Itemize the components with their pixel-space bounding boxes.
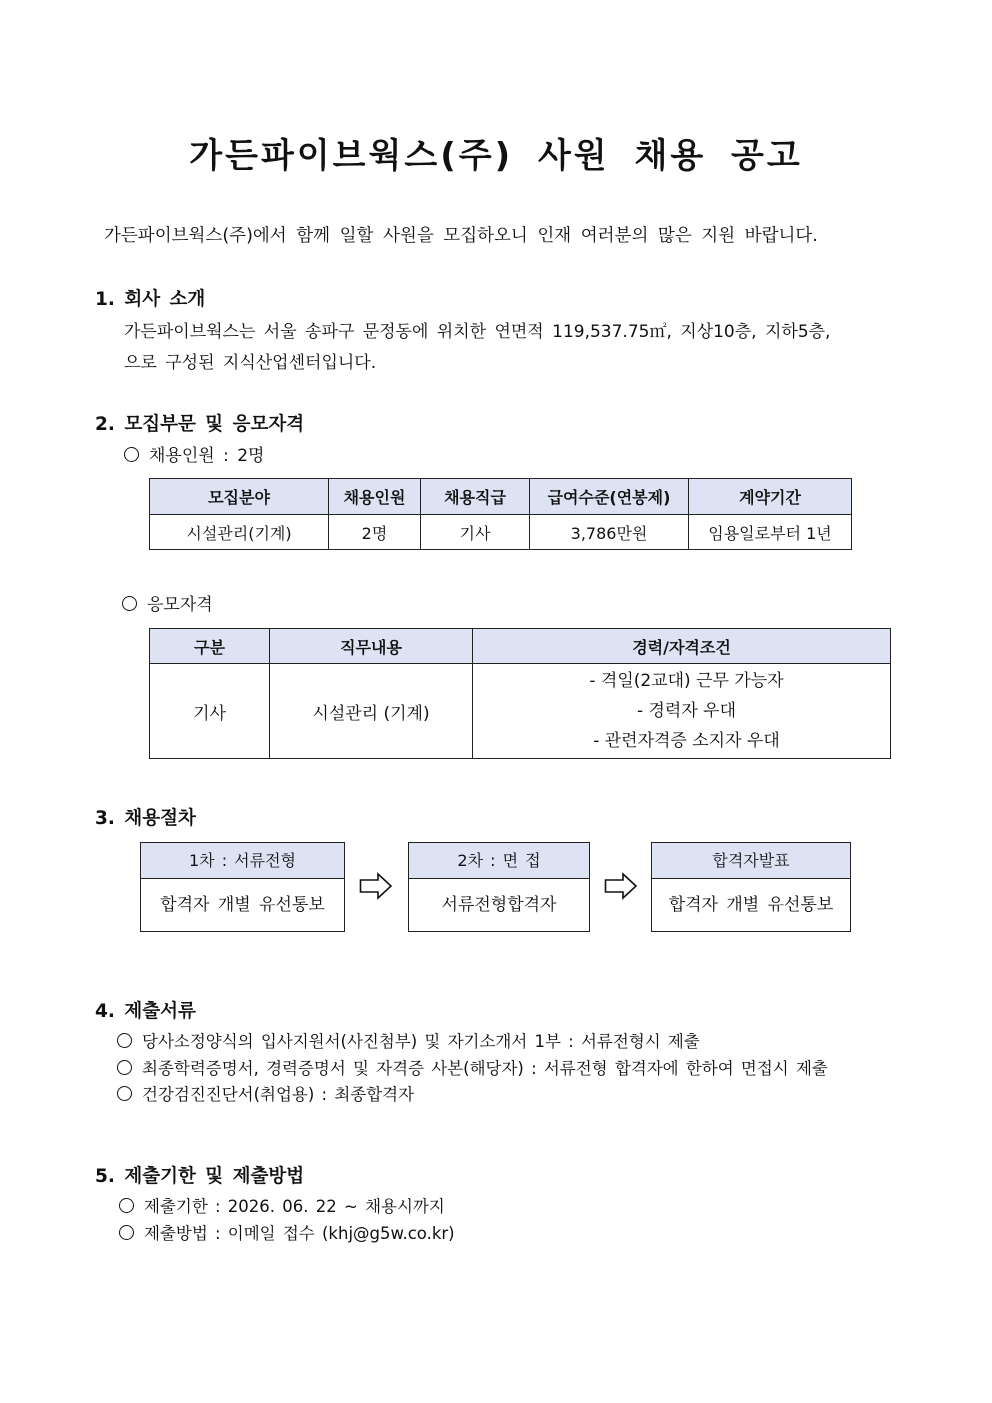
step-1-detail: 합격자 개별 유선통보: [160, 895, 325, 915]
document-item-text: 최종학력증명서, 경력증명서 및 자격증 사본(해당자) : 서류전형 합격자에 한하여 면접시 제출: [142, 1059, 828, 1078]
document-item: [117, 1028, 700, 1052]
step-2-box: [408, 842, 590, 932]
cell-duty: 시설관리 (기계): [270, 664, 473, 759]
header-field: 모집분야: [150, 479, 329, 515]
step-3-box: [651, 842, 851, 932]
circle-bullet-icon: [117, 1033, 132, 1048]
cell-headcount: 2명: [329, 515, 421, 550]
section-2-heading: 2. 모집부문 및 응모자격: [95, 414, 305, 435]
condition-item: - 격일(2교대) 근무 가능자: [589, 671, 784, 691]
section-1-heading: 1. 회사 소개: [95, 289, 206, 310]
qualification-label: [122, 590, 213, 615]
header-salary: 급여수준(연봉제): [530, 479, 689, 515]
circle-bullet-icon: [119, 1225, 134, 1240]
step-2-detail: 서류전형합격자: [441, 895, 557, 915]
cell-grade: 기사: [421, 515, 530, 550]
cell-contract: 임용일로부터 1년: [689, 515, 852, 550]
circle-bullet-icon: [119, 1198, 134, 1213]
document-item: [117, 1081, 414, 1105]
submission-deadline: 제출기한 : 2026. 06. 22 ~ 채용시까지: [144, 1197, 445, 1216]
header-category: 구분: [150, 629, 270, 664]
condition-item: - 경력자 우대: [636, 701, 737, 721]
header-grade: 채용직급: [421, 479, 530, 515]
company-intro-line-1: 가든파이브웍스는 서울 송파구 문정동에 위치한 연면적 119,537.75㎡, 지상10층, 지하5층,: [124, 322, 831, 342]
document-item-text: 당사소정양식의 입사지원서(사진첨부) 및 자기소개서 1부 : 서류전형시 제출: [142, 1032, 700, 1051]
headcount-line: [124, 441, 264, 466]
header-conditions: 경력/자격조건: [473, 629, 891, 664]
step-2-title: 2차 : 면 접: [409, 843, 589, 879]
step-1-title: 1차 : 서류전형: [141, 843, 344, 879]
cell-category: 기사: [150, 664, 270, 759]
cell-conditions: [473, 664, 891, 759]
cell-salary: 3,786만원: [530, 515, 689, 550]
header-duty: 직무내용: [270, 629, 473, 664]
circle-bullet-icon: [117, 1060, 132, 1075]
headcount-text: 채용인원 : 2명: [149, 446, 265, 466]
right-arrow-icon: [359, 872, 393, 900]
company-intro-line-2: 으로 구성된 지식산업센터입니다.: [124, 353, 377, 373]
step-3-title: 합격자발표: [652, 843, 850, 879]
section-3-heading: 3. 채용절차: [95, 808, 196, 829]
circle-bullet-icon: [124, 447, 139, 462]
submission-method: 제출방법 : 이메일 접수 (khj@g5w.co.kr): [144, 1224, 455, 1243]
step-3-detail: 합격자 개별 유선통보: [668, 895, 834, 915]
step-1-box: [140, 842, 345, 932]
section-4-heading: 4. 제출서류: [95, 1001, 196, 1022]
page-title: 가든파이브웍스(주) 사원 채용 공고: [189, 136, 803, 176]
section-5-heading: 5. 제출기한 및 제출방법: [95, 1166, 305, 1187]
qualification-table: [149, 628, 891, 759]
intro-text: 가든파이브웍스(주)에서 함께 일할 사원을 모집하오니 인재 여러분의 많은 지원 바랍니다.: [104, 226, 818, 246]
condition-item: - 관련자격증 소지자 우대: [593, 731, 780, 751]
circle-bullet-icon: [122, 596, 137, 611]
circle-bullet-icon: [117, 1086, 132, 1101]
recruit-table: [149, 478, 852, 550]
document-item-text: 건강검진진단서(취업용) : 최종합격자: [142, 1085, 415, 1104]
qualification-text: 응모자격: [147, 595, 213, 615]
right-arrow-icon: [604, 872, 638, 900]
submission-item: [119, 1220, 455, 1244]
document-item: [117, 1055, 828, 1079]
header-headcount: 채용인원: [329, 479, 421, 515]
header-contract: 계약기간: [689, 479, 852, 515]
submission-item: [119, 1193, 445, 1217]
cell-field: 시설관리(기계): [150, 515, 329, 550]
